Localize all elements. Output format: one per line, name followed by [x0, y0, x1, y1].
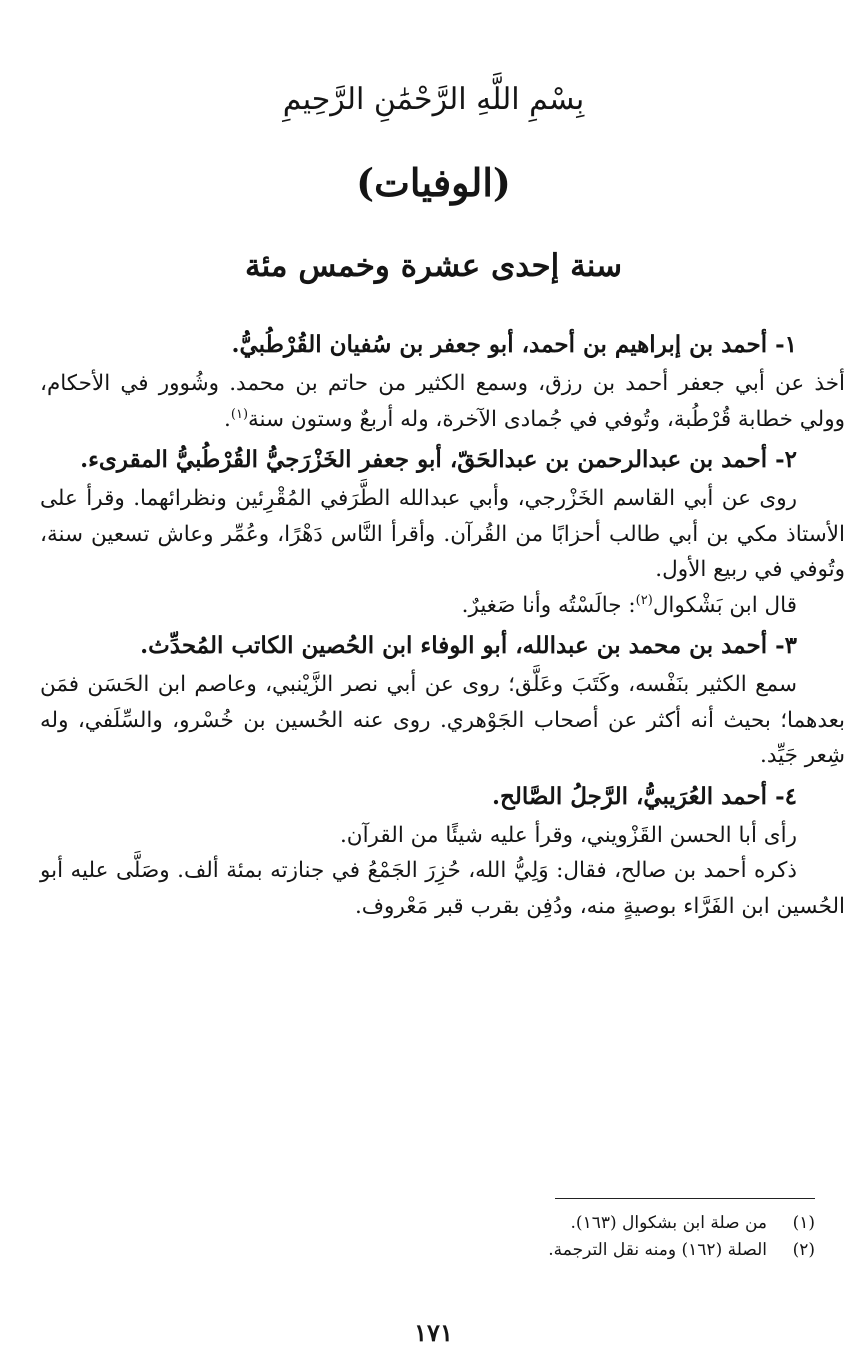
- main-text: [40, 322, 845, 924]
- footnote-2-text: الصلة (١٦٢) ومنه نقل الترجمة.: [548, 1240, 767, 1260]
- entry-2-quote: [40, 588, 845, 624]
- entry-3-text: سمع الكثير بنَفْسه، وكَتَبَ وعَلَّق؛ روى عن أبي نصر الزَّيْنبي، وعاصم ابن الحَسَن فمَن بعدهما؛ بحيث أنه أكثر عن أصحاب الجَوْهري. روى عنه الحُسين بن خُسْرو، والسِّلَفي، وله شِعر جَيِّد.: [40, 672, 845, 768]
- entry-1-body: أخذ عن أبي جعفر أحمد بن رزق، وسمع الكثير من حاتم بن محمد. وشُوور في الأحكام، وولي خطابة قُرْطُبة، وتُوفي في جُمادى الآخرة، وله أربعٌ وستون سنة: [40, 371, 845, 432]
- entry-4-text-2: ذكره أحمد بن صالح، فقال: وَلِيُّ الله، حُزِرَ الجَمْعُ في جنازته بمئة ألف. وصَلَّى عليه أبو الحُسين ابن الفَرَّاء بوصيةٍ منه، ودُفِن بقرب قبر مَعْروف.: [40, 858, 845, 919]
- entry-1-text: [40, 366, 845, 437]
- footnote-2-number: (٢): [792, 1240, 815, 1260]
- footnote-1-number: (١): [792, 1213, 815, 1233]
- entry-2-quote-text: : جالَسْتُه وأنا صَغيرٌ.: [461, 592, 636, 618]
- entry-2-heading: ٢- أحمد بن عبدالرحمن بن عبدالحَقّ، أبو جعفر الخَزْرَجيُّ القُرْطُبيُّ المقرىء.: [80, 446, 797, 473]
- footnote-divider: [555, 1198, 815, 1199]
- footnote-ref-1[interactable]: (١): [230, 406, 249, 422]
- page-number: ١٧١: [414, 1318, 453, 1347]
- entry-2-quote-lead: قال ابن بَشْكوال: [652, 592, 797, 618]
- page-title: (الوفيات): [356, 160, 511, 205]
- footnote-ref-2[interactable]: (٢): [635, 592, 653, 608]
- entry-2-text: روى عن أبي القاسم الخَزْرجي، وأبي عبدالله الطَّرَفي المُقْرِئين ونظرائهما. وقرأ على الأستاذ مكي بن أبي طالب أحزابًا من القُرآن. وأقرأ النَّاس دَهْرًا، وعُمِّر وعاش تسعين سنة، وتُوفي في ربيع الأول.: [40, 486, 845, 582]
- basmala: بِسْمِ اللَّهِ الرَّحْمَٰنِ الرَّحِيمِ: [282, 82, 585, 117]
- footnote-2: [55, 1237, 815, 1264]
- year-heading: سنة إحدى عشرة وخمس مئة: [244, 248, 623, 284]
- entry-4-text: رأى أبا الحسن القَزْويني، وقرأ عليه شيئًا من القرآن.: [339, 822, 797, 848]
- entry-1-end: .: [224, 406, 231, 432]
- entry-4-heading: ٤- أحمد العُرَيبيُّ، الرَّجلُ الصَّالح.: [492, 782, 797, 810]
- footnote-1-text: من صلة ابن بشكوال (١٦٣).: [570, 1213, 767, 1233]
- footnote-1: [55, 1210, 815, 1237]
- entry-1-heading: ١- أحمد بن إبراهيم بن أحمد، أبو جعفر بن سُفيان القُرْطُبيُّ.: [231, 331, 797, 358]
- footnotes: [55, 1210, 815, 1264]
- entry-3-heading: ٣- أحمد بن محمد بن عبدالله، أبو الوفاء ابن الحُصين الكاتب المُحدِّث.: [140, 632, 797, 659]
